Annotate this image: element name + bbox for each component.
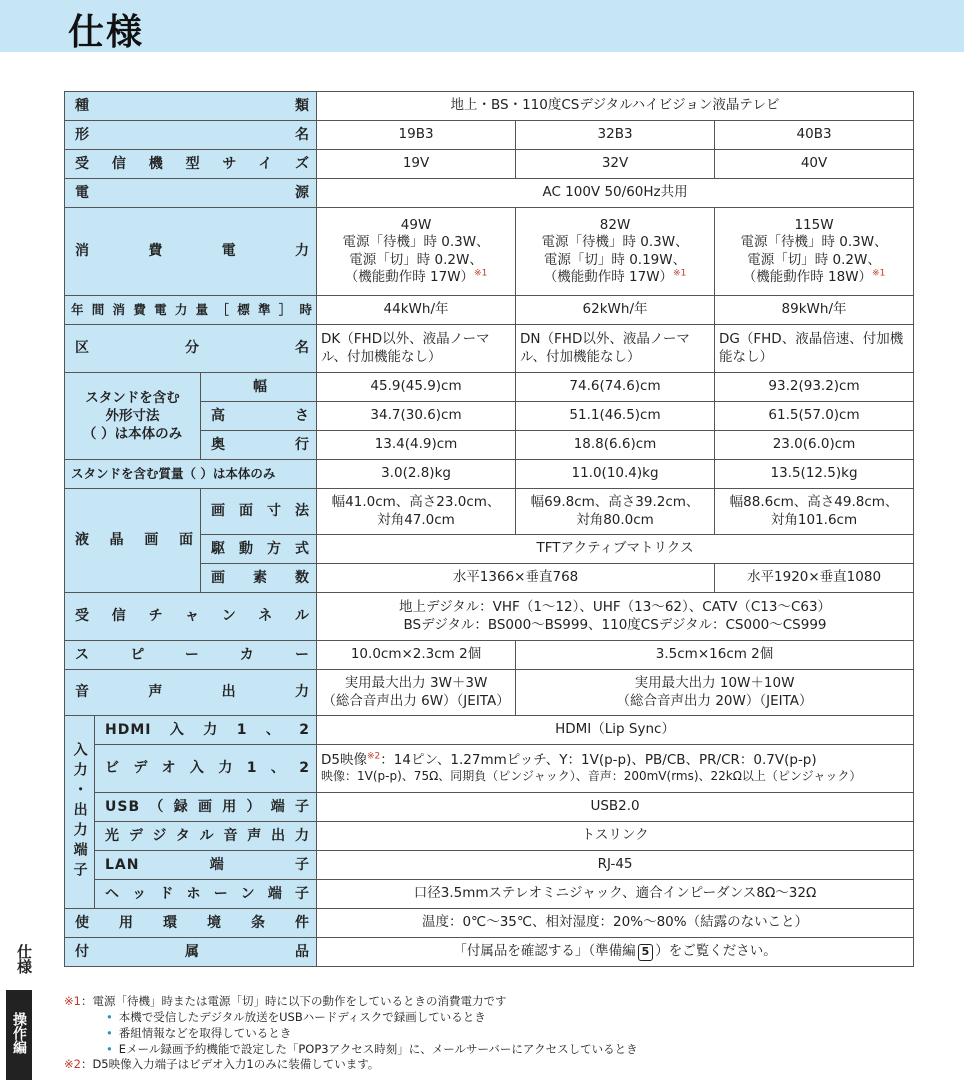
row-power — [65, 179, 914, 208]
value-category-32: DN（FHD以外、液晶ノーマル、付加機能なし） — [516, 325, 715, 373]
label-dimensions: スタンドを含む 外形寸法 （ ）は本体のみ — [65, 373, 201, 460]
value-audio-32-40: 実用最大出力 10W＋10W （総合音声出力 20W）（JEITA） — [516, 670, 914, 716]
note-mark-1: ※1 — [673, 268, 687, 279]
value-mass-40: 13.5(12.5)kg — [715, 460, 914, 489]
value-consumption-32: 82W 電源「待機」時 0.3W、 電源「切」時 0.19W、 （機能動作時 17W）$^{※1}$ — [516, 208, 715, 296]
label-lan: LAN端子 — [95, 851, 317, 880]
label-audio: 音声出力 — [65, 670, 317, 716]
value-model-32: 32B3 — [516, 121, 715, 150]
value-power: AC 100V 50/60Hz共用 — [317, 179, 914, 208]
row-channels — [65, 593, 914, 641]
label-usb: USB（録画用）端子 — [95, 793, 317, 822]
value-height-40: 61.5(57.0)cm — [715, 402, 914, 431]
value-usb: USB2.0 — [317, 793, 914, 822]
value-pixels-40: 水平1920×垂直1080 — [715, 564, 914, 593]
value-lan: RJ-45 — [317, 851, 914, 880]
value-mass-32: 11.0(10.4)kg — [516, 460, 715, 489]
value-depth-40: 23.0(6.0)cm — [715, 431, 914, 460]
label-io: 入力・出力端子 — [65, 716, 95, 909]
value-speaker-19: 10.0cm×2.3cm 2個 — [317, 641, 516, 670]
label-accessories: 付属品 — [65, 938, 317, 967]
footnote-1-item: • 番組情報などを取得しているとき — [106, 1025, 292, 1040]
value-channels: 地上デジタル：VHF（1～12）、UHF（13～62）、CATV（C13～C63） BSデジタル：BS000～BS999、110度CSデジタル：CS000～CS999 — [317, 593, 914, 641]
row-model — [65, 121, 914, 150]
row-accessories — [65, 938, 914, 967]
row-consumption — [65, 208, 914, 296]
label-mass: スタンドを含む質量（ ）は本体のみ — [65, 460, 317, 489]
side-tab-operation: 操作編 — [6, 990, 32, 1080]
note-mark-1: ※1 — [474, 268, 488, 279]
value-model-19: 19B3 — [317, 121, 516, 150]
value-height-19: 34.7(30.6)cm — [317, 402, 516, 431]
label-height: 高さ — [201, 402, 317, 431]
value-depth-19: 13.4(4.9)cm — [317, 431, 516, 460]
value-width-32: 74.6(74.6)cm — [516, 373, 715, 402]
label-drive: 駆動方式 — [201, 535, 317, 564]
row-usb — [65, 793, 914, 822]
label-video: ビデオ入力1、2 — [95, 745, 317, 793]
label-environment: 使用環境条件 — [65, 909, 317, 938]
value-drive: TFTアクティブマトリクス — [317, 535, 914, 564]
footnote-1-item: • Eメール録画予約機能で設定した「POP3アクセス時刻」に、メールサーバーにアクセスしているとき — [106, 1041, 638, 1056]
label-lcd: 液晶画面 — [65, 489, 201, 593]
value-mass-19: 3.0(2.8)kg — [317, 460, 516, 489]
value-screen-40: 幅88.6cm、高さ49.8cm、 対角101.6cm — [715, 489, 914, 535]
page-title: 仕様 — [68, 12, 145, 53]
value-screen-32: 幅69.8cm、高さ39.2cm、 対角80.0cm — [516, 489, 715, 535]
label-channels: 受信チャンネル — [65, 593, 317, 641]
row-speaker — [65, 641, 914, 670]
value-pixels-19-32: 水平1366×垂直768 — [317, 564, 715, 593]
value-optical: トスリンク — [317, 822, 914, 851]
row-annual — [65, 296, 914, 325]
value-depth-32: 18.8(6.6)cm — [516, 431, 715, 460]
value-size-40: 40V — [715, 150, 914, 179]
label-power: 電源 — [65, 179, 317, 208]
value-width-19: 45.9(45.9)cm — [317, 373, 516, 402]
note-mark-1: ※1 — [872, 268, 886, 279]
value-height-32: 51.1(46.5)cm — [516, 402, 715, 431]
value-annual-40: 89kWh/年 — [715, 296, 914, 325]
row-environment — [65, 909, 914, 938]
label-screen: 画面寸法 — [201, 489, 317, 535]
label-consumption: 消費電力 — [65, 208, 317, 296]
value-headphone: 口径3.5mmステレオミニジャック、適合インピーダンス8Ω～32Ω — [317, 880, 914, 909]
value-annual-19: 44kWh/年 — [317, 296, 516, 325]
label-kind: 種類 — [65, 92, 317, 121]
label-model: 形名 — [65, 121, 317, 150]
value-consumption-19: 49W 電源「待機」時 0.3W、 電源「切」時 0.2W、 （機能動作時 17W）$^{※1}$ — [317, 208, 516, 296]
bullet-icon: • — [106, 1009, 113, 1024]
row-lcd-screen — [65, 489, 914, 535]
label-depth: 奥行 — [201, 431, 317, 460]
value-audio-19: 実用最大出力 3W＋3W （総合音声出力 6W）（JEITA） — [317, 670, 516, 716]
label-optical: 光デジタル音声出力 — [95, 822, 317, 851]
value-annual-32: 62kWh/年 — [516, 296, 715, 325]
label-category: 区分名 — [65, 325, 317, 373]
row-mass — [65, 460, 914, 489]
row-size — [65, 150, 914, 179]
value-category-40: DG（FHD、液晶倍速、付加機能なし） — [715, 325, 914, 373]
row-hdmi — [65, 716, 914, 745]
label-headphone: ヘッドホーン端子 — [95, 880, 317, 909]
label-annual: 年間消費電力量［標準］時 — [65, 296, 317, 325]
row-kind — [65, 92, 914, 121]
row-category — [65, 325, 914, 373]
spec-table — [64, 91, 914, 967]
label-size: 受信機型サイズ — [65, 150, 317, 179]
footnote-1: ※1：電源「待機」時または電源「切」時に以下の動作をしているときの消費電力です — [64, 994, 507, 1008]
row-lan — [65, 851, 914, 880]
footnotes — [64, 994, 944, 1073]
side-section-label: 仕様 — [15, 944, 33, 974]
value-category-19: DK（FHD以外、液晶ノーマル、付加機能なし） — [317, 325, 516, 373]
bullet-icon: • — [106, 1025, 113, 1040]
footnote-1-item: • 本機で受信したデジタル放送をUSBハードディスクで録画しているとき — [106, 1009, 486, 1024]
value-screen-19: 幅41.0cm、高さ23.0cm、 対角47.0cm — [317, 489, 516, 535]
row-video — [65, 745, 914, 793]
value-width-40: 93.2(93.2)cm — [715, 373, 914, 402]
label-width: 幅 — [201, 373, 317, 402]
value-environment: 温度：0℃～35℃、相対湿度：20%～80%（結露のないこと） — [317, 909, 914, 938]
bullet-icon: • — [106, 1041, 113, 1056]
value-speaker-32-40: 3.5cm×16cm 2個 — [516, 641, 914, 670]
row-headphone — [65, 880, 914, 909]
page-ref-badge: 5 — [638, 944, 654, 960]
value-accessories: 「付属品を確認する」（準備編 5 ）をご覧ください。 — [317, 938, 914, 967]
row-audio — [65, 670, 914, 716]
footnote-2: ※2：D5映像入力端子はビデオ入力1のみに装備しています。 — [64, 1057, 380, 1072]
value-size-19: 19V — [317, 150, 516, 179]
value-consumption-40: 115W 電源「待機」時 0.3W、 電源「切」時 0.2W、 （機能動作時 18W）$^{※1}$ — [715, 208, 914, 296]
value-model-40: 40B3 — [715, 121, 914, 150]
label-speaker: スピーカー — [65, 641, 317, 670]
label-hdmi: HDMI入力1、2 — [95, 716, 317, 745]
value-size-32: 32V — [516, 150, 715, 179]
row-optical — [65, 822, 914, 851]
value-hdmi: HDMI（Lip Sync） — [317, 716, 914, 745]
row-dim-width — [65, 373, 914, 402]
label-pixels: 画素数 — [201, 564, 317, 593]
value-video: D5映像$^{※2}$：14ピン、1.27mmピッチ、Y：1V(p-p)、PB/CB、PR/CR：0.7V(p-p) 映像：1V(p-p)、75Ω、同期負（ピンジャック）、音声：200mV(rms)、22kΩ以上（ピンジャック） — [317, 745, 914, 793]
title-bar — [0, 0, 964, 52]
value-kind: 地上・BS・110度CSデジタルハイビジョン液晶テレビ — [317, 92, 914, 121]
note-mark-2: ※2 — [367, 751, 381, 762]
